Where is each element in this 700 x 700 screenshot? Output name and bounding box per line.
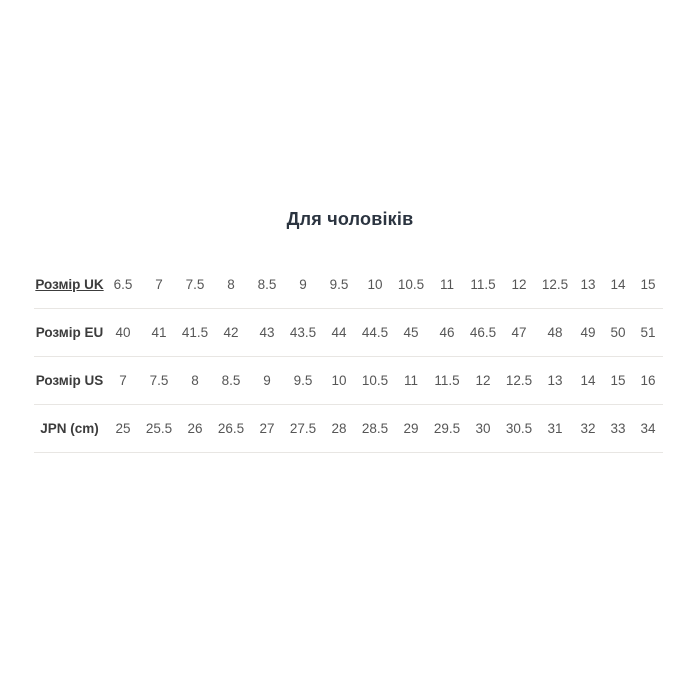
size-cell: 7 [141,261,177,309]
size-row [34,357,663,405]
size-cell: 41.5 [177,309,213,357]
size-cell: 49 [573,309,603,357]
size-cell: 30.5 [501,405,537,453]
size-cell: 10 [357,261,393,309]
size-cell: 11 [393,357,429,405]
size-cell: 26 [177,405,213,453]
size-cell: 44.5 [357,309,393,357]
size-cell: 15 [633,261,663,309]
size-cell: 9.5 [321,261,357,309]
size-cell: 46.5 [465,309,501,357]
size-cell: 10 [321,357,357,405]
size-cell: 8.5 [213,357,249,405]
size-cell: 25.5 [141,405,177,453]
size-row [34,261,663,309]
size-cell: 31 [537,405,573,453]
size-cell: 11.5 [465,261,501,309]
size-cell: 13 [573,261,603,309]
size-cell: 12 [465,357,501,405]
size-cell: 33 [603,405,633,453]
size-cell: 43 [249,309,285,357]
size-cell: 8 [177,357,213,405]
size-cell: 16 [633,357,663,405]
size-cell: 29.5 [429,405,465,453]
size-row [34,309,663,357]
size-cell: 8 [213,261,249,309]
size-cell: 15 [603,357,633,405]
size-cell: 27 [249,405,285,453]
size-cell: 28.5 [357,405,393,453]
size-cell: 47 [501,309,537,357]
size-cell: 12.5 [537,261,573,309]
size-cell: 14 [573,357,603,405]
size-row [34,405,663,453]
size-cell: 7.5 [177,261,213,309]
size-cell: 45 [393,309,429,357]
size-cell: 12 [501,261,537,309]
row-label: JPN (cm) [34,405,105,453]
size-cell: 50 [603,309,633,357]
size-cell: 42 [213,309,249,357]
size-cell: 43.5 [285,309,321,357]
size-cell: 44 [321,309,357,357]
size-cell: 46 [429,309,465,357]
row-label: Розмір EU [34,309,105,357]
size-cell: 28 [321,405,357,453]
size-cell: 7.5 [141,357,177,405]
size-cell: 27.5 [285,405,321,453]
size-table-body [34,261,663,453]
row-label: Розмір UK [34,261,105,309]
size-cell: 34 [633,405,663,453]
size-cell: 25 [105,405,141,453]
row-label: Розмір US [34,357,105,405]
size-cell: 26.5 [213,405,249,453]
size-cell: 32 [573,405,603,453]
page-title: Для чоловіків [286,209,414,229]
size-cell: 10.5 [393,261,429,309]
size-cell: 10.5 [357,357,393,405]
size-cell: 30 [465,405,501,453]
size-cell: 12.5 [501,357,537,405]
size-cell: 6.5 [105,261,141,309]
size-cell: 14 [603,261,633,309]
size-cell: 9 [285,261,321,309]
size-cell: 40 [105,309,141,357]
size-conversion-table [34,261,663,453]
size-cell: 48 [537,309,573,357]
size-cell: 41 [141,309,177,357]
size-cell: 51 [633,309,663,357]
size-cell: 11 [429,261,465,309]
size-cell: 11.5 [429,357,465,405]
size-cell: 7 [105,357,141,405]
size-cell: 8.5 [249,261,285,309]
size-cell: 29 [393,405,429,453]
size-cell: 13 [537,357,573,405]
size-cell: 9 [249,357,285,405]
size-cell: 9.5 [285,357,321,405]
